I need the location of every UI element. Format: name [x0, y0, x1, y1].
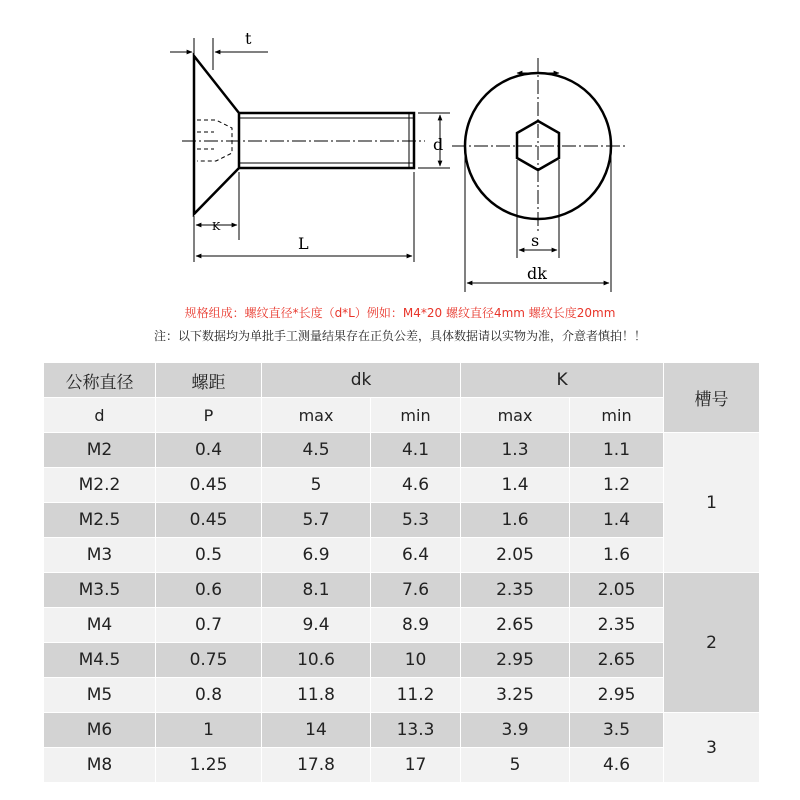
cell-k-min: 3.5: [570, 713, 664, 748]
cell-p: 0.6: [156, 573, 262, 608]
cell-slot: 2: [664, 573, 760, 713]
cell-k-min: 1.2: [570, 468, 664, 503]
cell-dk-min: 4.6: [371, 468, 461, 503]
table-row: [44, 678, 760, 713]
cell-k-min: 2.05: [570, 573, 664, 608]
table-row: [44, 748, 760, 783]
cell-p: 0.45: [156, 503, 262, 538]
cell-dk-max: 4.5: [262, 433, 371, 468]
cell-dk-min: 13.3: [371, 713, 461, 748]
cell-slot: 3: [664, 713, 760, 783]
cell-d: M2.5: [44, 503, 156, 538]
cell-k-min: 2.35: [570, 608, 664, 643]
cell-dk-min: 10: [371, 643, 461, 678]
cell-d: M4.5: [44, 643, 156, 678]
cell-slot: 1: [664, 433, 760, 573]
cell-dk-min: 7.6: [371, 573, 461, 608]
cell-k-min: 2.65: [570, 643, 664, 678]
cell-dk-max: 8.1: [262, 573, 371, 608]
cell-dk-max: 14: [262, 713, 371, 748]
subheader-dk-max: max: [262, 398, 371, 433]
spec-format-note: 规格组成：螺纹直径*长度（d*L）例如：M4*20 螺纹直径4mm 螺纹长度20mm: [184, 306, 616, 320]
cell-d: M4: [44, 608, 156, 643]
end-view: [452, 58, 626, 292]
cell-k-min: 1.6: [570, 538, 664, 573]
screw-technical-drawing: [0, 0, 800, 300]
dimension-table: [44, 363, 760, 783]
label-l: L: [298, 234, 309, 253]
cell-dk-min: 6.4: [371, 538, 461, 573]
table-row: [44, 538, 760, 573]
header-slot: 槽号: [664, 363, 760, 433]
cell-dk-max: 11.8: [262, 678, 371, 713]
cell-dk-min: 11.2: [371, 678, 461, 713]
cell-dk-max: 9.4: [262, 608, 371, 643]
header-row: [44, 363, 760, 398]
cell-k-max: 3.9: [461, 713, 570, 748]
table-row: [44, 503, 760, 538]
cell-dk-min: 17: [371, 748, 461, 783]
table-row: [44, 433, 760, 468]
cell-k-max: 2.35: [461, 573, 570, 608]
cell-d: M2: [44, 433, 156, 468]
cell-d: M2.2: [44, 468, 156, 503]
table-row: [44, 608, 760, 643]
label-k: K: [212, 220, 221, 233]
cell-p: 0.7: [156, 608, 262, 643]
cell-p: 1.25: [156, 748, 262, 783]
cell-dk-min: 8.9: [371, 608, 461, 643]
cell-p: 0.45: [156, 468, 262, 503]
disclaimer-note: 注：以下数据均为单批手工测量结果存在正负公差，具体数据请以实物为准，介意者慎拍！！: [153, 329, 646, 343]
table-row: [44, 643, 760, 678]
cell-k-max: 3.25: [461, 678, 570, 713]
subheader-p: P: [156, 398, 262, 433]
cell-d: M3.5: [44, 573, 156, 608]
cell-p: 1: [156, 713, 262, 748]
header-dk: dk: [262, 363, 461, 398]
subheader-row: [44, 398, 760, 433]
subheader-d: d: [44, 398, 156, 433]
table-row: [44, 713, 760, 748]
cell-k-max: 2.95: [461, 643, 570, 678]
subheader-dk-min: min: [371, 398, 461, 433]
cell-dk-max: 6.9: [262, 538, 371, 573]
subheader-k-max: max: [461, 398, 570, 433]
cell-k-min: 4.6: [570, 748, 664, 783]
cell-dk-max: 5: [262, 468, 371, 503]
cell-k-max: 2.05: [461, 538, 570, 573]
cell-p: 0.4: [156, 433, 262, 468]
cell-d: M8: [44, 748, 156, 783]
cell-k-max: 1.4: [461, 468, 570, 503]
cell-d: M3: [44, 538, 156, 573]
cell-dk-max: 5.7: [262, 503, 371, 538]
cell-d: M6: [44, 713, 156, 748]
cell-d: M5: [44, 678, 156, 713]
header-pitch: 螺距: [156, 363, 262, 398]
label-dk: dk: [527, 264, 547, 283]
cell-dk-max: 17.8: [262, 748, 371, 783]
header-k: K: [461, 363, 664, 398]
cell-dk-max: 10.6: [262, 643, 371, 678]
header-nominal: 公称直径: [44, 363, 156, 398]
cell-k-max: 2.65: [461, 608, 570, 643]
label-s: s: [531, 231, 540, 250]
cell-dk-min: 4.1: [371, 433, 461, 468]
table-row: [44, 468, 760, 503]
cell-p: 0.8: [156, 678, 262, 713]
label-d: d: [433, 135, 444, 154]
cell-k-max: 5: [461, 748, 570, 783]
table-row: [44, 573, 760, 608]
cell-k-max: 1.6: [461, 503, 570, 538]
cell-k-min: 1.4: [570, 503, 664, 538]
cell-k-min: 2.95: [570, 678, 664, 713]
cell-dk-min: 5.3: [371, 503, 461, 538]
cell-p: 0.5: [156, 538, 262, 573]
cell-k-min: 1.1: [570, 433, 664, 468]
cell-p: 0.75: [156, 643, 262, 678]
subheader-k-min: min: [570, 398, 664, 433]
label-t: t: [245, 29, 252, 48]
cell-k-max: 1.3: [461, 433, 570, 468]
